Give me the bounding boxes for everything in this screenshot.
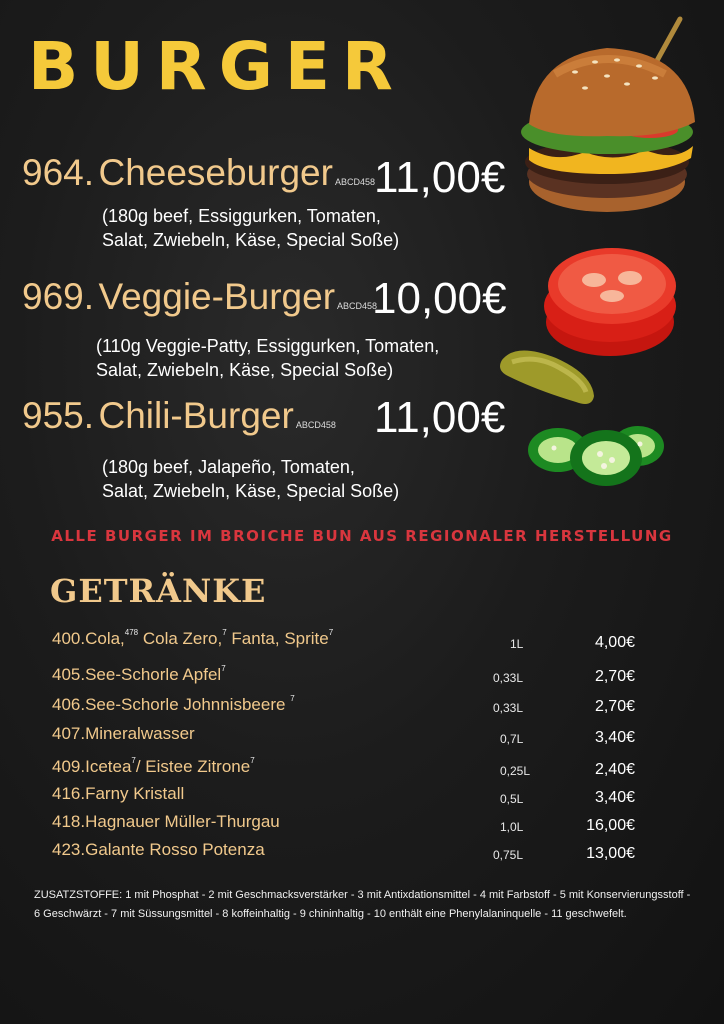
burger-number: 964.: [22, 152, 95, 193]
additive-sup: 7: [131, 756, 136, 765]
burger-name: Veggie-Burger: [98, 276, 336, 317]
additive-sup: 7: [222, 628, 227, 637]
drink-name: [52, 628, 333, 649]
drink-number: 407.: [52, 724, 86, 743]
burger-number: 969.: [22, 276, 95, 317]
additive-sup: 478: [124, 628, 139, 637]
burger-code: ABCD458: [337, 301, 378, 311]
burger-price: 11,00€: [374, 393, 506, 442]
burger-name: Cheeseburger: [98, 152, 333, 193]
drink-label: See-Schorle Apfel: [85, 665, 222, 684]
description-line: Salat, Zwiebeln, Käse, Special Soße): [102, 481, 400, 501]
drink-label: Mineralwasser: [85, 724, 195, 743]
drink-volume: 1L: [510, 637, 524, 651]
drink-price: 2,70€: [594, 698, 635, 715]
menu-title: BURGER: [28, 28, 405, 105]
drink-price: 16,00€: [586, 817, 635, 834]
drink-label-c: Fanta, Sprite: [226, 629, 329, 648]
drinks-title: GETRÄNKE: [50, 572, 267, 610]
burger-code: ABCD458: [334, 177, 375, 187]
burger-description: [96, 334, 439, 382]
burger-item: [22, 154, 375, 191]
burger-price: 10,00€: [372, 274, 507, 323]
additives-footnote: ZUSATZSTOFFE: 1 mit Phosphat - 2 mit Geschmacksverstärker - 3 mit Antixdationsmittel - 4 mit Farbstoff - 5 mit Konservierungsstoff - 6 Geschwärzt - 7 mit Süssungsmittel - 8 koffeinhaltig - 9 chininhaltig - 10 enthält eine Phenylalaninquelle - 11 geschwefelt.: [34, 889, 691, 920]
drink-name: [52, 812, 280, 832]
drink-number: 416.: [52, 784, 86, 803]
drink-name: [52, 840, 265, 860]
drink-number: 409.: [52, 757, 86, 776]
drink-name: [52, 756, 255, 777]
drink-name: [52, 664, 226, 685]
drink-label-b: / Eistee Zitrone: [135, 757, 251, 776]
drink-number: 418.: [52, 812, 86, 831]
drink-name: [52, 694, 295, 715]
drink-number: 400.: [52, 629, 86, 648]
drink-label-a: Icetea: [85, 757, 132, 776]
drink-volume: 0,7L: [500, 732, 524, 746]
drink-price: 13,00€: [586, 845, 635, 862]
additive-sup: 7: [250, 756, 255, 765]
drink-volume: 1,0L: [500, 820, 524, 834]
drink-volume: 0,25L: [500, 764, 531, 778]
drink-label: Galante Rosso Potenza: [85, 840, 265, 859]
drink-name: [52, 784, 184, 804]
drink-price: 3,40€: [594, 729, 635, 746]
burger-number: 955.: [22, 395, 95, 436]
drink-volume: 0,75L: [493, 848, 524, 862]
bun-banner: ALLE BURGER IM BROICHE BUN AUS REGIONALER HERSTELLUNG: [51, 527, 673, 545]
description-line: Salat, Zwiebeln, Käse, Special Soße): [96, 360, 394, 380]
burger-item: [22, 278, 377, 315]
additive-sup: 7: [290, 694, 295, 703]
drink-number: 423.: [52, 840, 86, 859]
additive-sup: 7: [328, 628, 334, 637]
drink-label: See-Schorle Johnnisbeere: [85, 695, 286, 714]
description-line: Salat, Zwiebeln, Käse, Special Soße): [102, 230, 400, 250]
drink-volume: 0,33L: [493, 701, 524, 715]
burger-price: 11,00€: [374, 153, 506, 202]
drink-label: Farny Kristall: [85, 784, 185, 803]
drink-price: 3,40€: [594, 789, 635, 806]
description-line: (110g Veggie-Patty, Essiggurken, Tomaten,: [96, 336, 440, 356]
drink-name: [52, 724, 195, 744]
description-line: (180g beef, Jalapeño, Tomaten,: [102, 457, 355, 477]
drink-number: 406.: [52, 695, 86, 714]
drink-label-a: Cola,: [85, 629, 125, 648]
drink-price: 2,40€: [594, 761, 635, 778]
drink-label-b: Cola Zero,: [138, 629, 223, 648]
burger-description: [102, 204, 399, 252]
drink-volume: 0,33L: [493, 671, 524, 685]
pickle-image: [496, 340, 600, 410]
burger-description: [102, 455, 399, 503]
burger-name: Chili-Burger: [98, 395, 294, 436]
drink-number: 405.: [52, 665, 86, 684]
description-line: (180g beef, Essiggurken, Tomaten,: [102, 206, 381, 226]
drink-price: 2,70€: [594, 668, 635, 685]
jalapeno-image: [524, 420, 666, 494]
drink-price: 4,00€: [594, 634, 635, 651]
burger-item: [22, 397, 336, 434]
drink-label: Hagnauer Müller-Thurgau: [85, 812, 280, 831]
additive-sup: 7: [221, 664, 226, 673]
burger-code: ABCD458: [295, 420, 336, 430]
drink-volume: 0,5L: [500, 792, 524, 806]
burger-image: [515, 14, 715, 219]
